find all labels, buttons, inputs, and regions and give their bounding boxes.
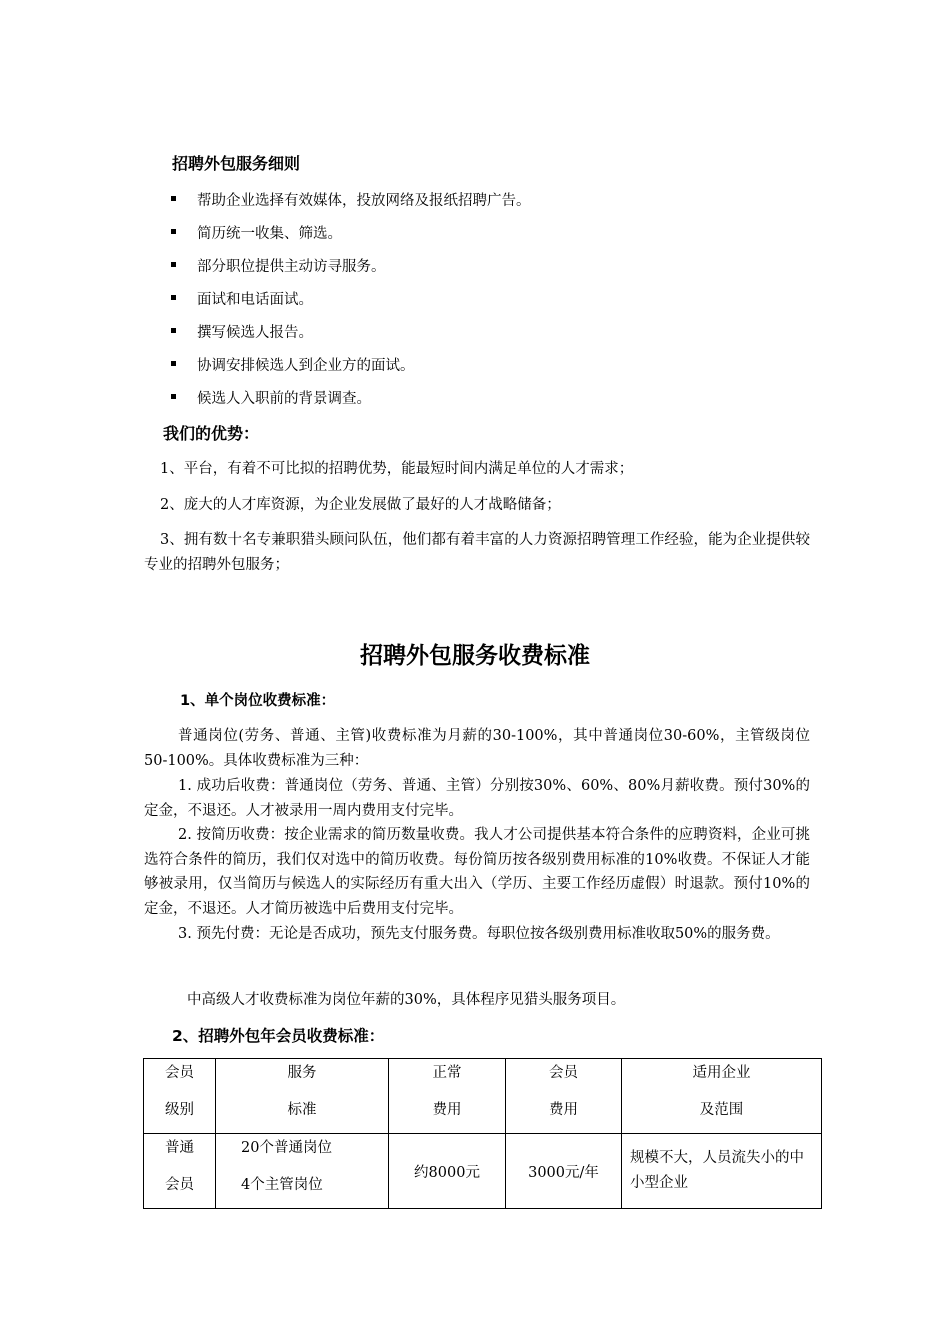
- advantage-item: 1、平台，有着不可比拟的招聘优势，能最短时间内满足单位的人才需求；: [160, 461, 634, 477]
- advantages-heading: 我们的优势：: [163, 424, 260, 443]
- table-header-row: [144, 1059, 822, 1134]
- advantage-item: 2、庞大的人才库资源，为企业发展做了最好的人才战略储备；: [160, 497, 561, 513]
- normal-fee-cell: 约8000元: [389, 1134, 506, 1209]
- header-cell: 会员 级别: [144, 1059, 216, 1134]
- bullet-icon: [171, 196, 176, 201]
- bullet-icon: [171, 394, 176, 399]
- service-cell: 20个普通岗位 4个主管岗位: [216, 1134, 389, 1209]
- header-cell: 正常 费用: [389, 1059, 506, 1134]
- member-fee-table: [143, 1058, 822, 1209]
- member-fee-heading: 2、招聘外包年会员收费标准：: [172, 1027, 385, 1045]
- fee-option-2: 2. 按简历收费：按企业需求的简历数量收费。我人才公司提供基本符合条件的应聘资料，企业可挑选符合条件的简历，我们仅对选中的简历收费。每份简历按各级别费用标准的10%收费。不保证人才能够被录用，仅当简历与候选人的实际经历有重大出入（学历、主要工作经历虚假）时退款。预付10%的定金，不退还。人才简历被选中后费用支付完毕。: [144, 827, 810, 917]
- page-title: 招聘外包服务收费标准: [360, 643, 590, 669]
- scope-cell: 规模不大，人员流失小的中小型企业: [622, 1134, 822, 1209]
- bullet-icon: [171, 361, 176, 366]
- bullet-icon: [171, 229, 176, 234]
- header-cell: 服务 标准: [216, 1059, 389, 1134]
- bullet-icon: [171, 295, 176, 300]
- header-cell: 适用企业 及范围: [622, 1059, 822, 1134]
- bullet-icon: [171, 262, 176, 267]
- service-details-heading: 招聘外包服务细则: [172, 154, 301, 173]
- senior-fee-note: 中高级人才收费标准为岗位年薪的30%，具体程序见猎头服务项目。: [187, 992, 626, 1008]
- fee-option-3: 3. 预先付费：无论是否成功，预先支付服务费。每职位按各级别费用标准收取50%的服务费。: [178, 926, 780, 942]
- single-position-heading: 1、单个岗位收费标准：: [180, 693, 336, 709]
- advantage-item: 3、拥有数十名专兼职猎头顾问队伍，他们都有着丰富的人力资源招聘管理工作经验，能为企业提供较专业的招聘外包服务；: [144, 532, 810, 573]
- fee-intro: 普通岗位(劳务、普通、主管)收费标准为月薪的30-100%，其中普通岗位30-60%，主管级岗位50-100%。具体收费标准为三种：: [144, 728, 810, 769]
- fee-option-1: 1. 成功后收费：普通岗位（劳务、普通、主管）分别按30%、60%、80%月薪收费。预付30%的定金，不退还。人才被录用一周内费用支付完毕。: [144, 778, 810, 819]
- table-row: [144, 1134, 822, 1209]
- bullet-icon: [171, 328, 176, 333]
- member-fee-cell: 3000元/年: [506, 1134, 622, 1209]
- member-level-cell: 普通 会员: [144, 1134, 216, 1209]
- header-cell: 会员 费用: [506, 1059, 622, 1134]
